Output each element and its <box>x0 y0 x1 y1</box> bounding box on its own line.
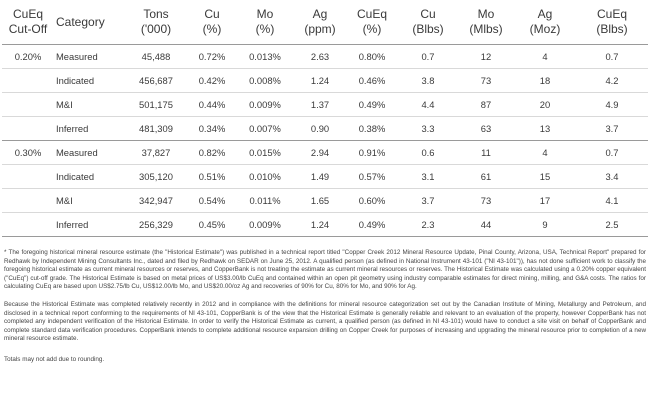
value-cell: 0.38% <box>346 117 398 141</box>
value-cell: 61 <box>458 165 514 189</box>
value-cell: 2.5 <box>576 213 648 237</box>
value-cell: 0.54% <box>188 189 236 213</box>
value-cell: 11 <box>458 141 514 165</box>
value-cell: 18 <box>514 69 576 93</box>
column-header-line: (%) <box>255 22 275 36</box>
value-cell: 0.007% <box>236 117 294 141</box>
value-cell: 0.009% <box>236 213 294 237</box>
value-cell: 3.3 <box>398 117 458 141</box>
column-header <box>398 0 458 45</box>
historical-estimate-note: * The foregoing historical mineral resource estimate (the "Historical Estimate") was published in a technical report titled "Copper Creek 2012 Mineral Resource Update, Pinal County, Arizona, USA, Technical Report" prepared for Redhawk by Independent Mining Consultants Inc., dated and filed by Redhawk on SEDAR on June 25, 2012. A qualified person (as defined in National Instrument 43-101 ("NI 43-101")), has not done sufficient work to classify the foregoing historical estimate as current mineral resources or reserves, and CopperBank is not treating the estimate as current mineral resources or reserves. The Historical Estimate was calculated using a 0.20% copper equivalent ("CuEq") cut-off grade. The Historical Estimate is based on metal prices of US$3.00/lb CuEq and contained within an open pit geometry using industry comparable estimates for direct mining, milling, and G&A costs. The ratios for calculating CuEq are based upon US$2.75/lb Cu, US$12.00/lb Mo, and US$20.00/oz Ag and recoveries of 90% for Cu, 80% for Mo, and 90% for Ag. <box>4 249 646 291</box>
table-header-row <box>2 0 648 45</box>
column-header-line: Category <box>56 14 105 29</box>
category-cell: Measured <box>54 45 124 69</box>
category-cell: Inferred <box>54 117 124 141</box>
column-header-line: Mo <box>477 7 495 21</box>
value-cell: 17 <box>514 189 576 213</box>
value-cell: 2.94 <box>294 141 346 165</box>
category-cell: M&I <box>54 189 124 213</box>
table-row <box>2 189 648 213</box>
value-cell: 1.24 <box>294 213 346 237</box>
value-cell: 0.46% <box>346 69 398 93</box>
column-header-line: Cu <box>204 7 220 21</box>
column-header <box>346 0 398 45</box>
cutoff-cell <box>2 93 54 117</box>
value-cell: 0.008% <box>236 69 294 93</box>
value-cell: 0.45% <box>188 213 236 237</box>
value-cell: 0.009% <box>236 93 294 117</box>
value-cell: 0.010% <box>236 165 294 189</box>
column-header-line: (Moz) <box>529 22 561 36</box>
value-cell: 481,309 <box>124 117 188 141</box>
value-cell: 4.2 <box>576 69 648 93</box>
value-cell: 0.015% <box>236 141 294 165</box>
table-row <box>2 141 648 165</box>
value-cell: 0.6 <box>398 141 458 165</box>
table-row <box>2 69 648 93</box>
column-header <box>188 0 236 45</box>
column-header <box>54 0 124 45</box>
resource-table <box>2 0 648 237</box>
column-header-line: Tons <box>143 7 169 21</box>
column-header-line: ('000) <box>140 22 172 36</box>
column-header-line: (Blbs) <box>412 22 444 36</box>
value-cell: 73 <box>458 69 514 93</box>
column-header-line: CuEq <box>12 7 44 21</box>
category-cell: Measured <box>54 141 124 165</box>
value-cell: 0.91% <box>346 141 398 165</box>
table-row <box>2 213 648 237</box>
value-cell: 0.72% <box>188 45 236 69</box>
column-header <box>294 0 346 45</box>
cutoff-cell: 0.30% <box>2 141 54 165</box>
value-cell: 3.1 <box>398 165 458 189</box>
column-header <box>236 0 294 45</box>
cutoff-cell: 0.20% <box>2 45 54 69</box>
value-cell: 44 <box>458 213 514 237</box>
value-cell: 15 <box>514 165 576 189</box>
table-body <box>2 45 648 237</box>
footnotes <box>2 249 648 365</box>
value-cell: 3.7 <box>576 117 648 141</box>
value-cell: 63 <box>458 117 514 141</box>
table-row <box>2 117 648 141</box>
value-cell: 4.4 <box>398 93 458 117</box>
value-cell: 0.49% <box>346 93 398 117</box>
value-cell: 0.82% <box>188 141 236 165</box>
value-cell: 3.8 <box>398 69 458 93</box>
value-cell: 0.51% <box>188 165 236 189</box>
value-cell: 501,175 <box>124 93 188 117</box>
table-row <box>2 93 648 117</box>
table-row <box>2 165 648 189</box>
value-cell: 0.7 <box>576 45 648 69</box>
value-cell: 73 <box>458 189 514 213</box>
value-cell: 20 <box>514 93 576 117</box>
value-cell: 3.4 <box>576 165 648 189</box>
column-header <box>2 0 54 45</box>
value-cell: 0.49% <box>346 213 398 237</box>
column-header-line: (ppm) <box>304 22 336 36</box>
value-cell: 305,120 <box>124 165 188 189</box>
cutoff-cell <box>2 69 54 93</box>
value-cell: 3.7 <box>398 189 458 213</box>
category-cell: Indicated <box>54 165 124 189</box>
table-row <box>2 45 648 69</box>
value-cell: 342,947 <box>124 189 188 213</box>
value-cell: 256,329 <box>124 213 188 237</box>
value-cell: 0.80% <box>346 45 398 69</box>
category-cell: M&I <box>54 93 124 117</box>
cutoff-cell <box>2 117 54 141</box>
value-cell: 0.34% <box>188 117 236 141</box>
value-cell: 45,488 <box>124 45 188 69</box>
value-cell: 2.3 <box>398 213 458 237</box>
value-cell: 1.24 <box>294 69 346 93</box>
value-cell: 0.011% <box>236 189 294 213</box>
column-header-line: Cu <box>420 7 436 21</box>
value-cell: 13 <box>514 117 576 141</box>
value-cell: 9 <box>514 213 576 237</box>
column-header-line: (%) <box>362 22 382 36</box>
value-cell: 4 <box>514 141 576 165</box>
value-cell: 456,687 <box>124 69 188 93</box>
column-header-line: (%) <box>202 22 222 36</box>
value-cell: 4 <box>514 45 576 69</box>
value-cell: 2.63 <box>294 45 346 69</box>
value-cell: 1.49 <box>294 165 346 189</box>
column-header-line: (Blbs) <box>596 22 628 36</box>
column-header <box>458 0 514 45</box>
column-header-line: Cut-Off <box>8 22 48 36</box>
value-cell: 0.60% <box>346 189 398 213</box>
value-cell: 0.7 <box>398 45 458 69</box>
value-cell: 0.44% <box>188 93 236 117</box>
column-header-line: CuEq <box>596 7 628 21</box>
category-cell: Inferred <box>54 213 124 237</box>
cutoff-cell <box>2 213 54 237</box>
column-header-line: Mo <box>256 7 274 21</box>
category-cell: Indicated <box>54 69 124 93</box>
column-header-line: CuEq <box>356 7 388 21</box>
cutoff-cell <box>2 165 54 189</box>
compliance-note: Because the Historical Estimate was completed relatively recently in 2012 and in compliance with the definitions for mineral resource categorization set out by the Canadian Institute of Mining, Metallurgy and Petroleum, and disclosed in a technical report conforming to the requirements of NI 43-101, CopperBank is of the view that the Historical Estimate is generally reliable and relevant to an evaluation of the property, however CopperBank has not completed any independent verification of the Historical Estimate. In order to verify the Historical Estimate as current, a qualified person (as defined in NI 43-101) would have to conduct a site visit on behalf of CopperBank and complete standard data verification procedures. CopperBank intends to complete additional resource expansion drilling on Copper Creek for purposes of increasing and upgrading the mineral resource prior to completion of a new mineral resource estimate. <box>4 300 646 343</box>
column-header-line: (Mlbs) <box>469 22 503 36</box>
value-cell: 87 <box>458 93 514 117</box>
rounding-note: Totals may not add due to rounding. <box>4 355 105 363</box>
column-header-line: Ag <box>312 7 328 21</box>
value-cell: 1.65 <box>294 189 346 213</box>
value-cell: 4.9 <box>576 93 648 117</box>
value-cell: 4.1 <box>576 189 648 213</box>
column-header-line: Ag <box>537 7 553 21</box>
column-header <box>514 0 576 45</box>
cutoff-cell <box>2 189 54 213</box>
value-cell: 0.90 <box>294 117 346 141</box>
column-header <box>576 0 648 45</box>
value-cell: 0.42% <box>188 69 236 93</box>
value-cell: 0.57% <box>346 165 398 189</box>
value-cell: 0.013% <box>236 45 294 69</box>
value-cell: 1.37 <box>294 93 346 117</box>
column-header <box>124 0 188 45</box>
value-cell: 0.7 <box>576 141 648 165</box>
value-cell: 12 <box>458 45 514 69</box>
value-cell: 37,827 <box>124 141 188 165</box>
